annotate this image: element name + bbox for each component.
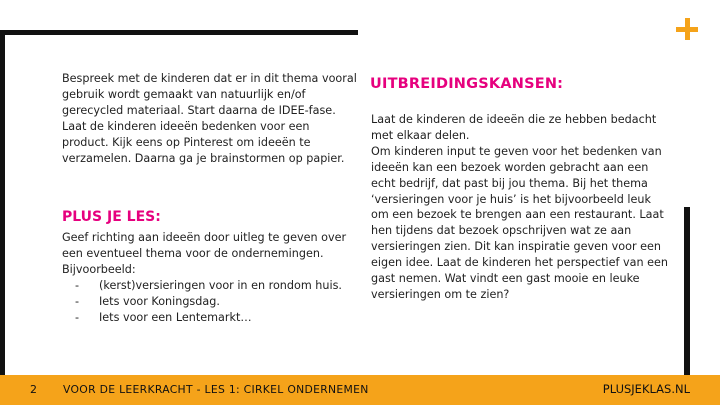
- bullet-text: Iets voor een Lentemarkt…: [99, 310, 252, 324]
- intro-paragraph: Bespreek met de kinderen dat er in dit thema vooral gebruik wordt gemaakt van natuurlijk en/of gerecycled materiaal. Start daarna de IDEE-fase. Laat de kinderen ideeën bedenken voor een product. Kijk eens op Pinterest om ideeën te verzamelen. Daarna ga je brainstormen op papier.: [62, 72, 357, 165]
- bullet-dash: -: [75, 278, 80, 292]
- bullet-item: [62, 294, 362, 310]
- bullet-item: [62, 278, 362, 294]
- uitbreidingskansen-paragraph-1: Laat de kinderen de ideeën die ze hebben bedacht met elkaar delen.: [371, 113, 657, 142]
- plus-icon: [676, 18, 698, 40]
- intro-text-block: [62, 71, 357, 166]
- frame-right-border: [684, 207, 690, 375]
- plus-je-les-paragraph: Geef richting aan ideeën door uitleg te geven over een eventueel thema voor de ondernemingen. Bijvoorbeeld:: [62, 231, 347, 276]
- plus-je-les-heading: PLUS JE LES:: [62, 209, 161, 225]
- bullet-dash: -: [75, 294, 80, 308]
- bullet-text: (kerst)versieringen voor in en rondom huis.: [99, 278, 342, 292]
- uitbreidingskansen-text-block: [371, 112, 671, 303]
- website-link[interactable]: PLUSJEKLAS.NL: [602, 382, 690, 396]
- frame-top-border: [0, 30, 358, 35]
- plus-je-les-text-block: [62, 230, 362, 325]
- bullet-item: [62, 310, 362, 326]
- uitbreidingskansen-heading: UITBREIDINGSKANSEN:: [370, 76, 564, 92]
- footer-title: VOOR DE LEERKRACHT - LES 1: CIRKEL ONDERNEMEN: [63, 383, 369, 396]
- plus-je-les-bullet-list: [62, 278, 362, 326]
- page-number: 2: [30, 383, 37, 396]
- uitbreidingskansen-paragraph-2: Om kinderen input te geven voor het bedenken van ideeën kan een bezoek worden gebracht aan een echt bedrijf, dat past bij jou thema. Bij het thema ‘versieringen voor je huis’ is het bijvoorbeeld leuk om een bezoek te brengen aan een restaurant. Laat hen tijdens dat bezoek opschrijven wat ze aan versieringen zien. Dit kan inspiratie geven voor een eigen idee. Laat de kinderen het perspectief van een gast nemen. Wat vindt een gast mooie en leuke versieringen om te zien?: [371, 144, 668, 301]
- bullet-dash: -: [75, 310, 80, 324]
- bullet-text: Iets voor Koningsdag.: [99, 294, 220, 308]
- frame-left-border: [0, 30, 5, 375]
